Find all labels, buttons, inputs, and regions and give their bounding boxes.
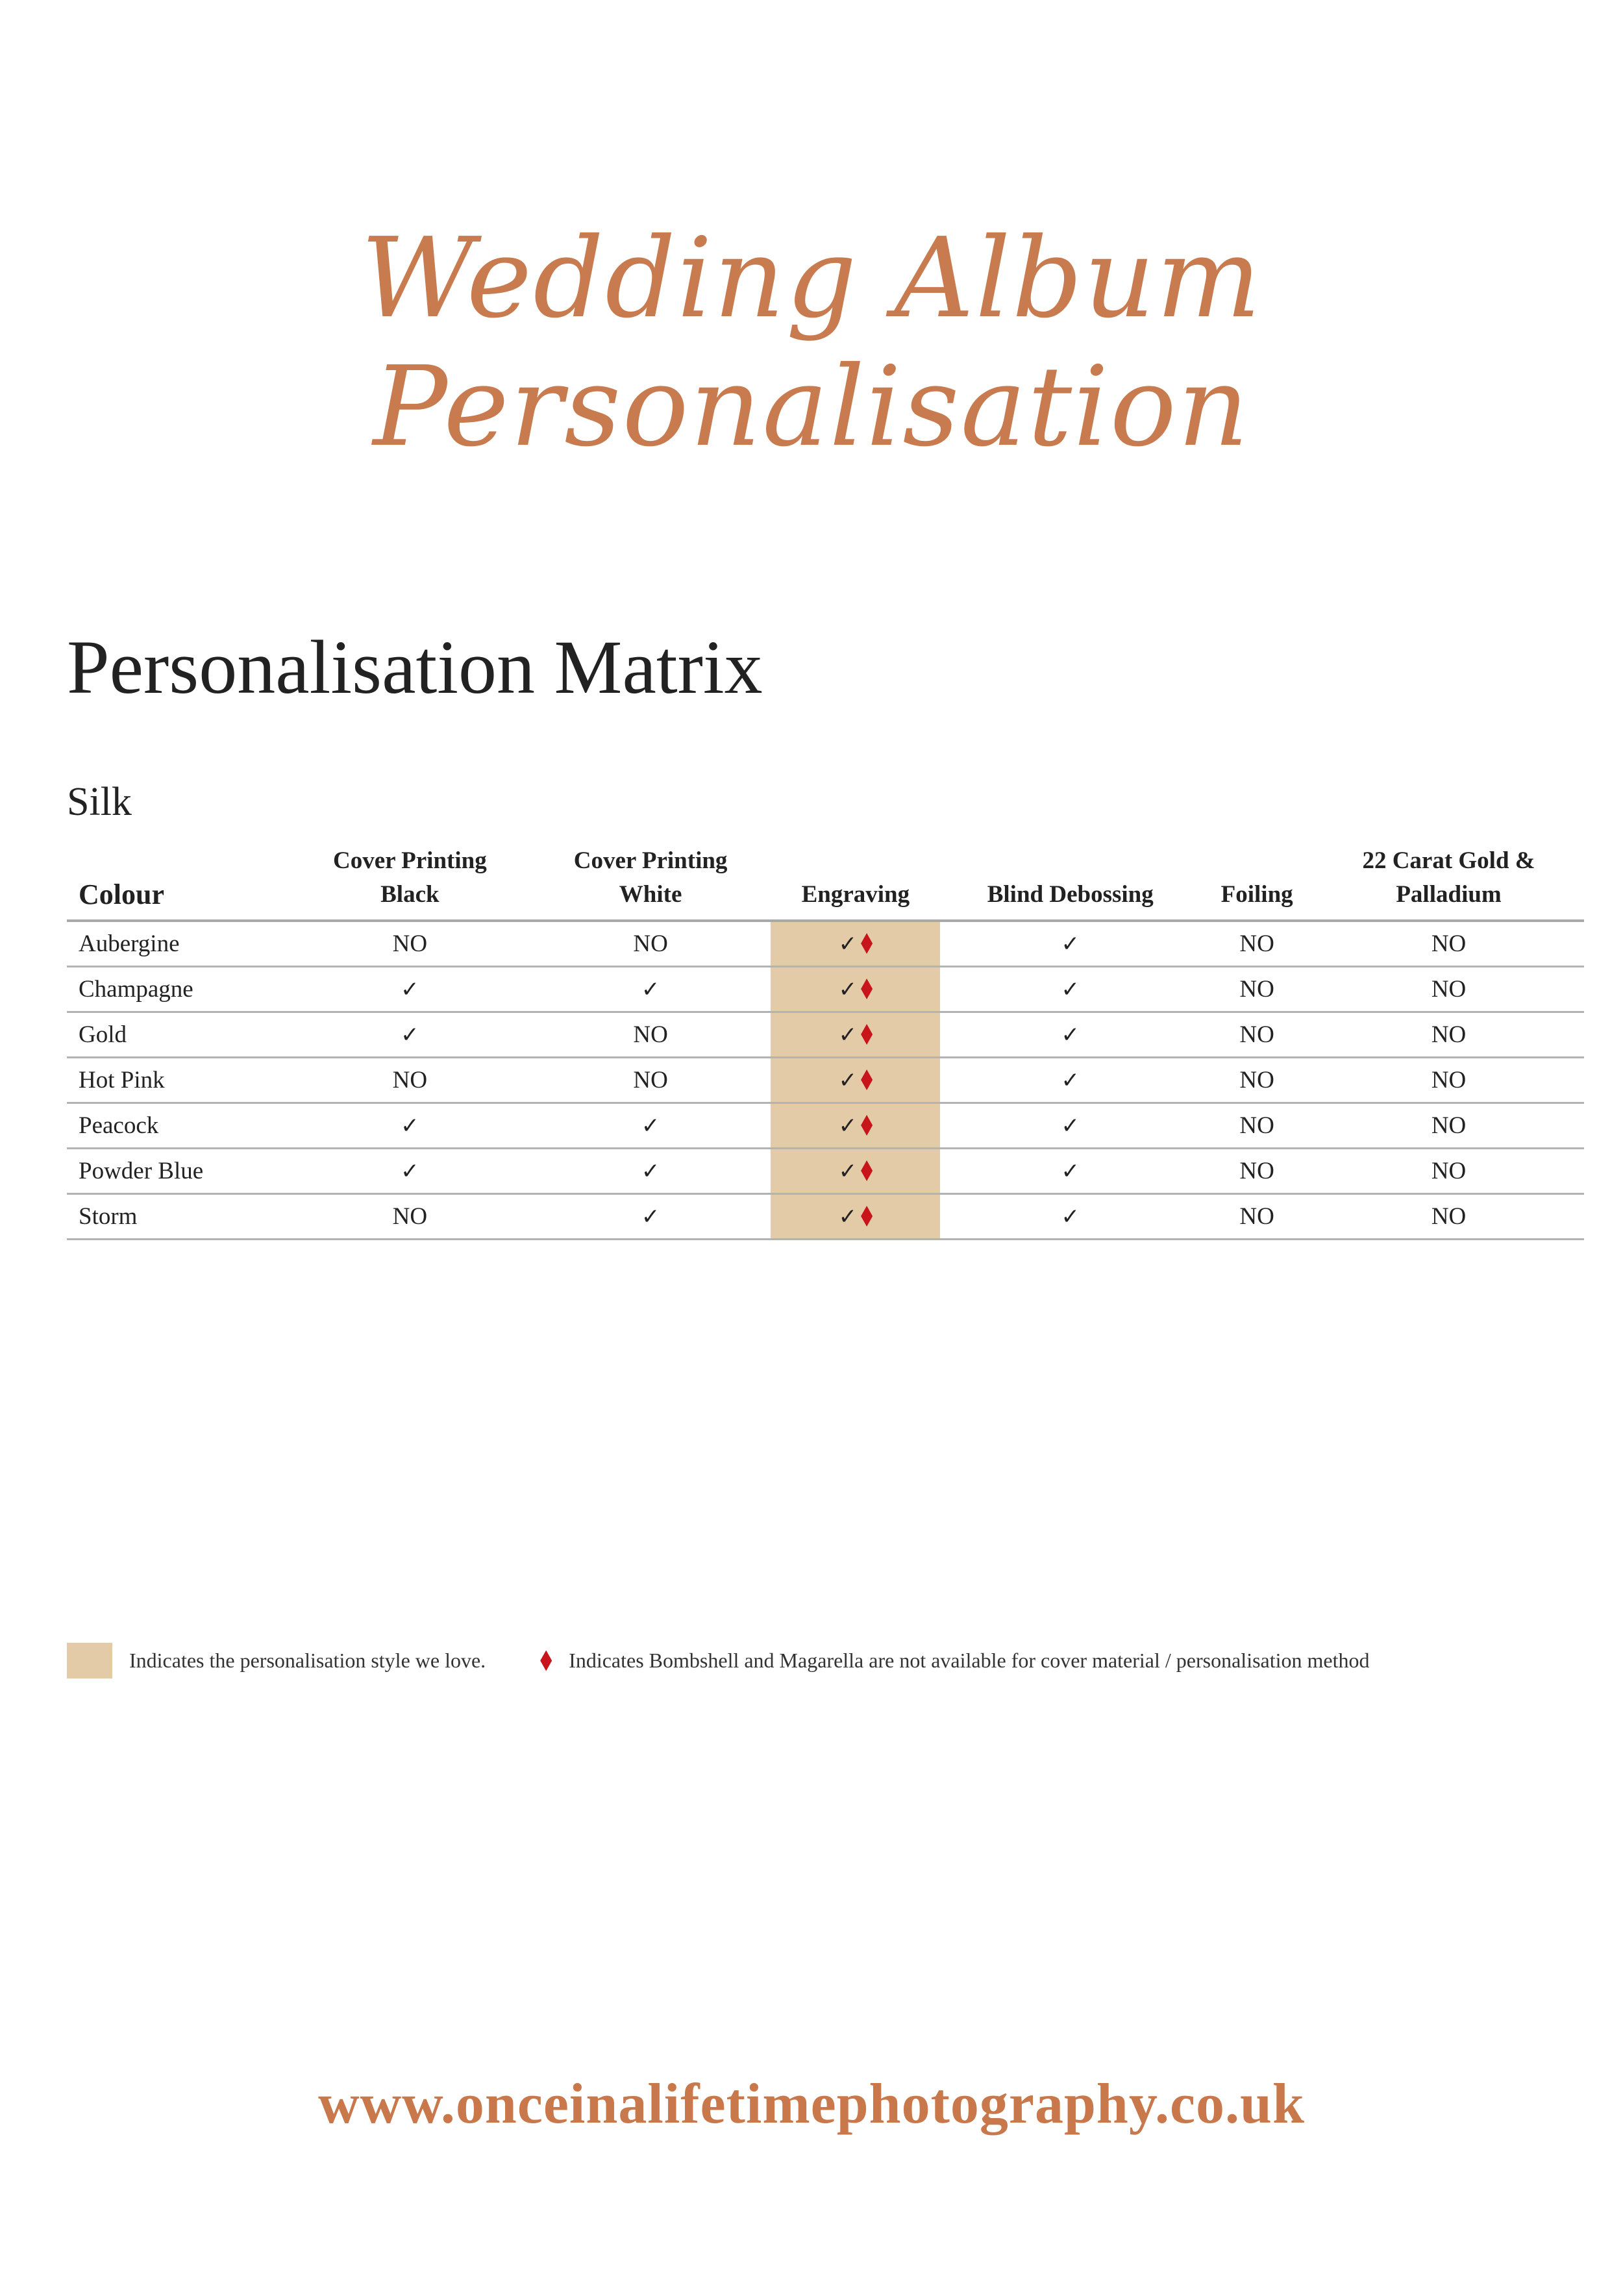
table-cell bbox=[940, 1194, 1200, 1240]
column-header: Cover Printing Black bbox=[290, 844, 530, 921]
table-cell bbox=[940, 1012, 1200, 1058]
no-value: NO bbox=[1239, 1112, 1274, 1139]
table-cell bbox=[1200, 1149, 1313, 1194]
row-colour-name: Powder Blue bbox=[67, 1149, 290, 1194]
diamond-icon bbox=[861, 1069, 873, 1090]
page-title: Wedding Album Personalisation bbox=[360, 214, 1263, 471]
table-row bbox=[67, 1194, 1584, 1240]
no-value: NO bbox=[633, 930, 668, 957]
column-header: Foiling bbox=[1200, 844, 1313, 921]
row-colour-name: Champagne bbox=[67, 967, 290, 1012]
table-row bbox=[67, 967, 1584, 1012]
table-cell bbox=[290, 967, 530, 1012]
diamond-icon bbox=[861, 1160, 873, 1181]
check-icon: ✓ bbox=[401, 1113, 419, 1139]
no-value: NO bbox=[1239, 1021, 1274, 1048]
check-icon: ✓ bbox=[1061, 977, 1080, 1003]
table-cell bbox=[940, 1058, 1200, 1103]
check-icon: ✓ bbox=[641, 1158, 660, 1184]
no-value: NO bbox=[392, 1203, 428, 1230]
check-icon: ✓ bbox=[1061, 931, 1080, 957]
no-value: NO bbox=[1239, 976, 1274, 1003]
table-cell bbox=[771, 921, 940, 967]
no-value: NO bbox=[633, 1021, 668, 1048]
no-value: NO bbox=[1239, 930, 1274, 957]
material-subheading: Silk bbox=[67, 780, 132, 824]
table-cell bbox=[1313, 967, 1584, 1012]
table-cell bbox=[1313, 1103, 1584, 1149]
no-value: NO bbox=[1431, 1158, 1467, 1184]
table-cell bbox=[940, 1103, 1200, 1149]
table-header-row bbox=[67, 844, 1584, 921]
row-colour-name: Hot Pink bbox=[67, 1058, 290, 1103]
check-icon: ✓ bbox=[401, 977, 419, 1003]
column-header: Blind Debossing bbox=[940, 844, 1200, 921]
no-value: NO bbox=[1239, 1203, 1274, 1230]
diamond-icon bbox=[861, 1115, 873, 1136]
table-cell bbox=[771, 1149, 940, 1194]
check-icon: ✓ bbox=[838, 1067, 858, 1093]
table-cell bbox=[771, 967, 940, 1012]
no-value: NO bbox=[1431, 1067, 1467, 1093]
no-value: NO bbox=[1239, 1158, 1274, 1184]
column-header: 22 Carat Gold & Palladium bbox=[1313, 844, 1584, 921]
table-cell bbox=[1313, 1058, 1584, 1103]
check-icon: ✓ bbox=[401, 1158, 419, 1184]
check-icon: ✓ bbox=[838, 1113, 858, 1139]
table-cell bbox=[1200, 1012, 1313, 1058]
diamond-icon bbox=[861, 1206, 873, 1227]
check-icon: ✓ bbox=[838, 977, 858, 1003]
diamond-icon bbox=[861, 979, 873, 999]
no-value: NO bbox=[1431, 1021, 1467, 1048]
table-cell bbox=[1200, 967, 1313, 1012]
diamond-icon bbox=[861, 1024, 873, 1045]
legend bbox=[67, 1643, 1370, 1678]
table-row bbox=[67, 1058, 1584, 1103]
table-cell bbox=[290, 1149, 530, 1194]
check-icon: ✓ bbox=[1061, 1204, 1080, 1230]
column-header: Colour bbox=[67, 844, 290, 921]
column-header: Cover Printing White bbox=[530, 844, 771, 921]
row-colour-name: Gold bbox=[67, 1012, 290, 1058]
no-value: NO bbox=[392, 1067, 428, 1093]
no-value: NO bbox=[633, 1067, 668, 1093]
table-cell bbox=[530, 1194, 771, 1240]
website-url[interactable]: www.onceinalifetimephotography.co.uk bbox=[318, 2073, 1305, 2136]
check-icon: ✓ bbox=[401, 1022, 419, 1048]
table-cell bbox=[530, 1103, 771, 1149]
diamond-icon bbox=[540, 1651, 552, 1671]
table-cell bbox=[1200, 921, 1313, 967]
row-colour-name: Peacock bbox=[67, 1103, 290, 1149]
table-cell bbox=[530, 921, 771, 967]
check-icon: ✓ bbox=[641, 1204, 660, 1230]
table-cell bbox=[771, 1103, 940, 1149]
no-value: NO bbox=[1431, 930, 1467, 957]
table-cell bbox=[530, 1012, 771, 1058]
table-cell bbox=[530, 1149, 771, 1194]
personalisation-matrix-table bbox=[67, 844, 1584, 1240]
check-icon: ✓ bbox=[838, 931, 858, 957]
no-value: NO bbox=[1431, 1112, 1467, 1139]
check-icon: ✓ bbox=[838, 1158, 858, 1184]
table-cell bbox=[290, 1103, 530, 1149]
table-cell bbox=[530, 967, 771, 1012]
table-cell bbox=[940, 1149, 1200, 1194]
table-cell bbox=[1313, 1012, 1584, 1058]
table-cell bbox=[940, 967, 1200, 1012]
table-cell bbox=[530, 1058, 771, 1103]
table-row bbox=[67, 1103, 1584, 1149]
legend-diamond-text: Indicates Bombshell and Magarella are not available for cover material / personalisation method bbox=[569, 1649, 1370, 1672]
check-icon: ✓ bbox=[838, 1204, 858, 1230]
table-cell bbox=[1313, 921, 1584, 967]
table-cell bbox=[1200, 1194, 1313, 1240]
table-cell bbox=[771, 1194, 940, 1240]
check-icon: ✓ bbox=[838, 1022, 858, 1048]
table-cell bbox=[1200, 1058, 1313, 1103]
legend-highlight-text: Indicates the personalisation style we love. bbox=[129, 1649, 486, 1672]
check-icon: ✓ bbox=[641, 1113, 660, 1139]
no-value: NO bbox=[1431, 1203, 1467, 1230]
row-colour-name: Aubergine bbox=[67, 921, 290, 967]
table-cell bbox=[290, 1012, 530, 1058]
check-icon: ✓ bbox=[641, 977, 660, 1003]
table-cell bbox=[290, 1058, 530, 1103]
no-value: NO bbox=[392, 930, 428, 957]
table-cell bbox=[290, 921, 530, 967]
table-cell bbox=[771, 1012, 940, 1058]
no-value: NO bbox=[1431, 976, 1467, 1003]
check-icon: ✓ bbox=[1061, 1113, 1080, 1139]
table-row bbox=[67, 921, 1584, 967]
table-cell bbox=[940, 921, 1200, 967]
table-row bbox=[67, 1012, 1584, 1058]
matrix-heading: Personalisation Matrix bbox=[67, 625, 763, 710]
table-cell bbox=[1313, 1149, 1584, 1194]
check-icon: ✓ bbox=[1061, 1022, 1080, 1048]
column-header: Engraving bbox=[771, 844, 940, 921]
table-cell bbox=[1200, 1103, 1313, 1149]
diamond-icon bbox=[861, 933, 873, 954]
highlight-swatch bbox=[67, 1643, 112, 1678]
row-colour-name: Storm bbox=[67, 1194, 290, 1240]
no-value: NO bbox=[1239, 1067, 1274, 1093]
check-icon: ✓ bbox=[1061, 1067, 1080, 1093]
table-cell bbox=[1313, 1194, 1584, 1240]
table-row bbox=[67, 1149, 1584, 1194]
table-cell bbox=[771, 1058, 940, 1103]
check-icon: ✓ bbox=[1061, 1158, 1080, 1184]
table-cell bbox=[290, 1194, 530, 1240]
